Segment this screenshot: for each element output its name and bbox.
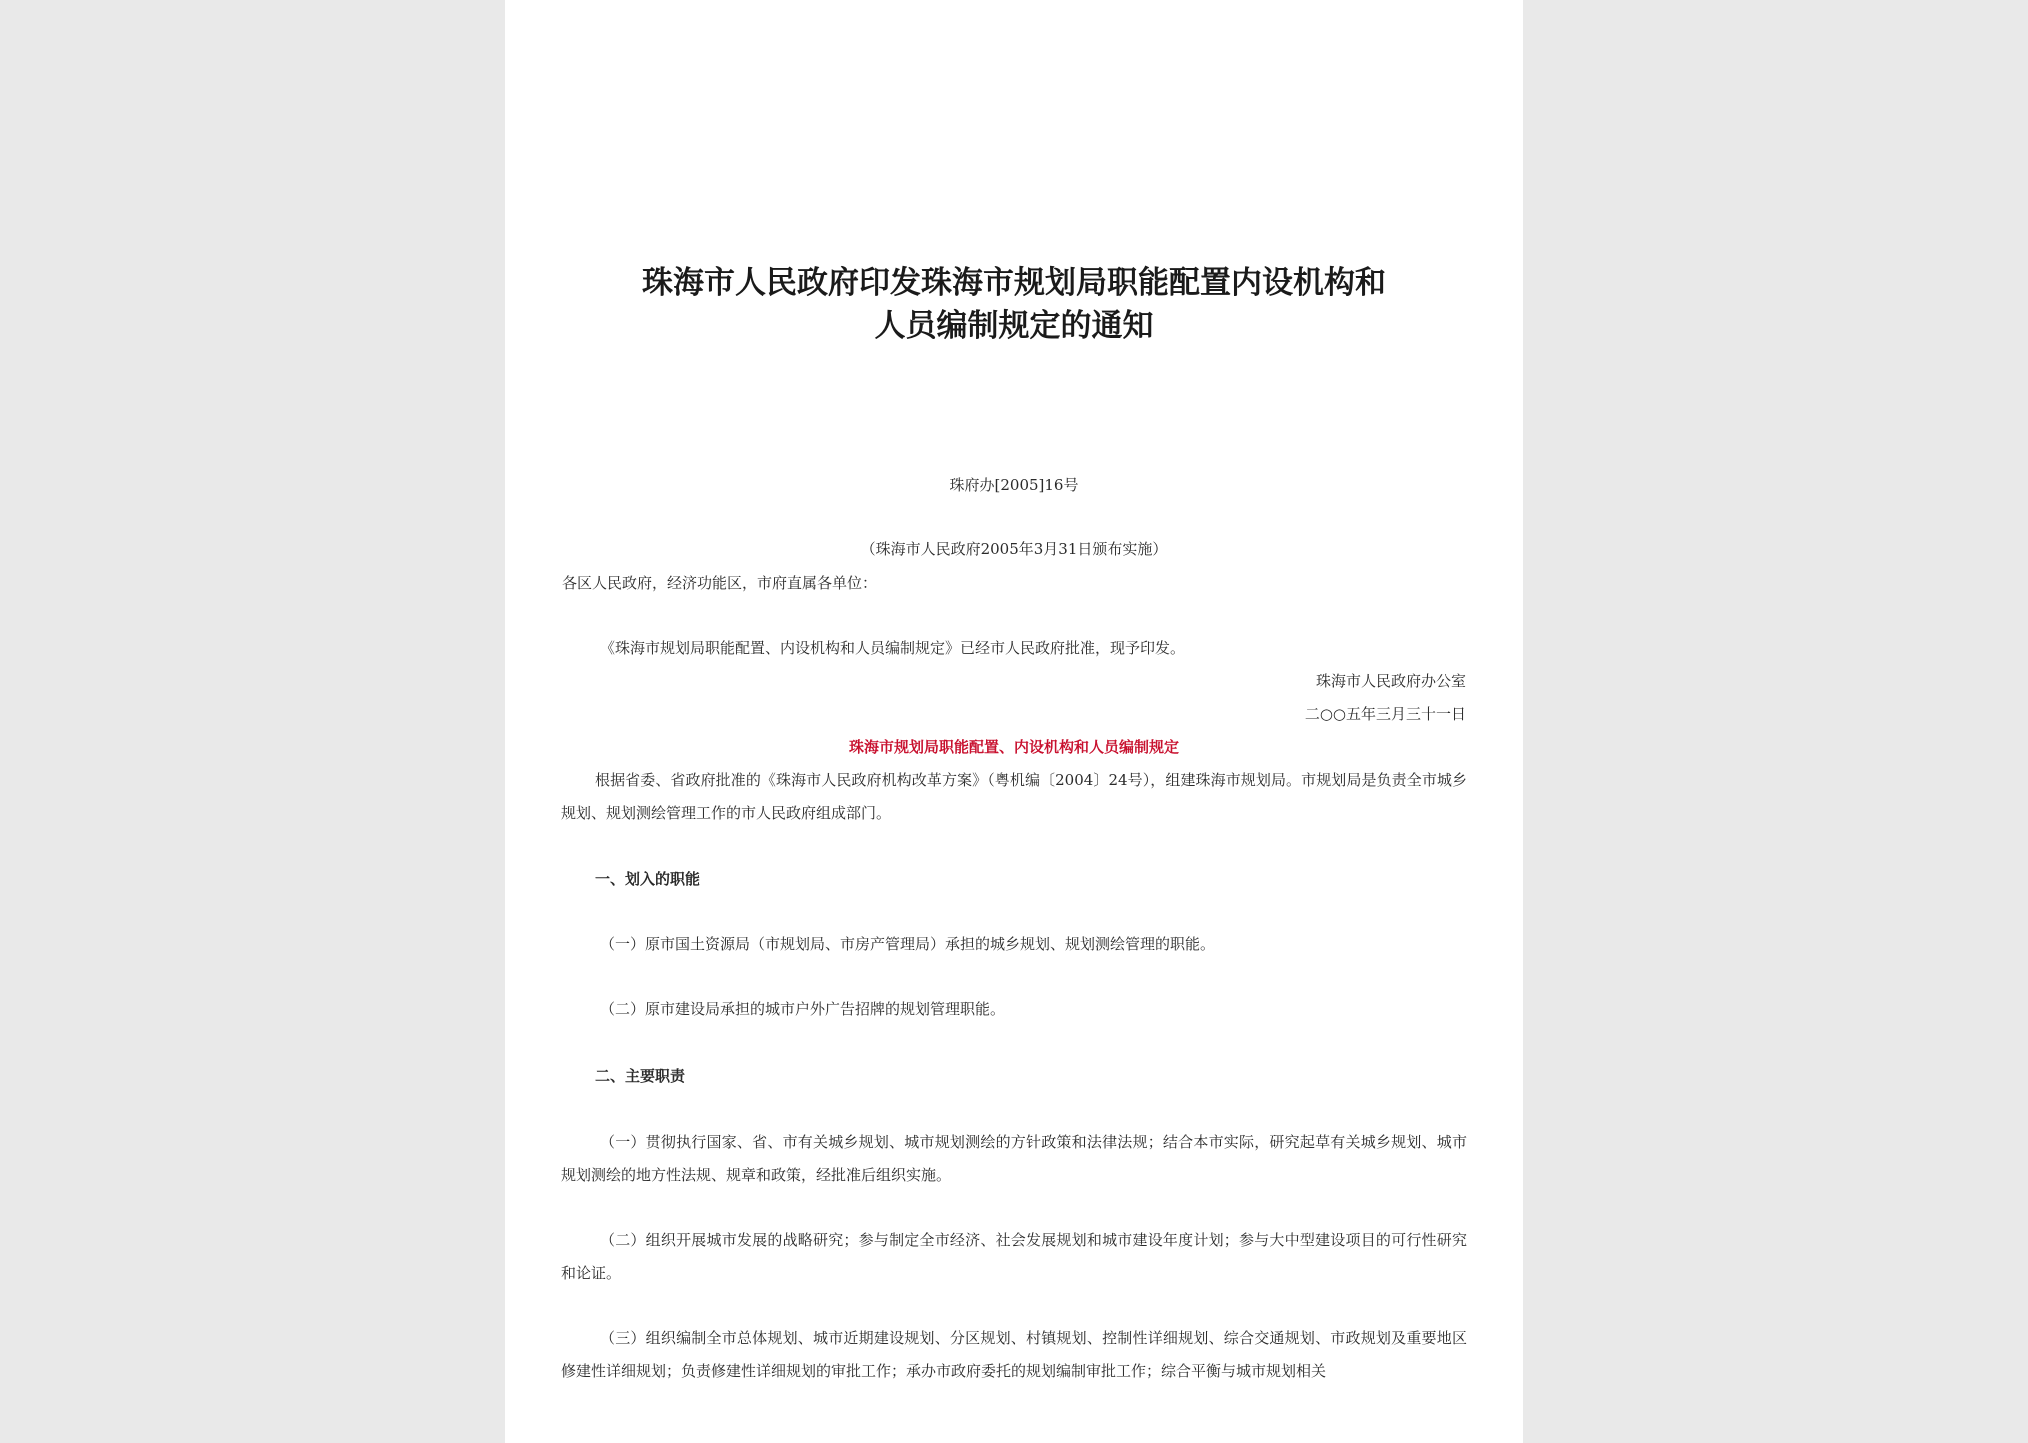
issue-note: （珠海市人民政府2005年3月31日颁布实施） [860, 540, 1168, 558]
addressee: 各区人民政府，经济功能区，市府直属各单位： [562, 574, 878, 592]
section2-item-3: （三）组织编制全市总体规划、城市近期建设规划、分区规划、村镇规划、控制性详细规划、综合交通规划、市政规划及重要地区修建性详细规划；负责修建性详细规划的审批工作；承办市政府委托的规划编制审批工作；综合平衡与城市规划相关 [561, 1329, 1467, 1380]
document-title [505, 262, 1523, 348]
section2-item-2: （二）组织开展城市发展的战略研究；参与制定全市经济、社会发展规划和城市建设年度计划；参与大中型建设项目的可行性研究和论证。 [561, 1231, 1467, 1282]
document-page [505, 0, 1523, 1443]
section1-item-1: （一）原市国土资源局（市规划局、市房产管理局）承担的城乡规划、规划测绘管理的职能。 [600, 935, 1216, 953]
signature-date: 二○○五年三月三十一日 [1304, 705, 1466, 723]
section1-heading: 一、划入的职能 [595, 870, 701, 888]
title-line-1: 珠海市人民政府印发珠海市规划局职能配置内设机构和 [642, 265, 1386, 301]
title-line-2: 人员编制规定的通知 [874, 308, 1154, 344]
regulation-title: 珠海市规划局职能配置、内设机构和人员编制规定 [848, 738, 1179, 756]
signature-org: 珠海市人民政府办公室 [1315, 672, 1466, 690]
section2-item-1: （一）贯彻执行国家、省、市有关城乡规划、城市规划测绘的方针政策和法律法规；结合本市实际，研究起草有关城乡规划、城市规划测绘的地方性法规、规章和政策，经批准后组织实施。 [561, 1133, 1467, 1184]
document-number: 珠府办[2005]16号 [949, 476, 1079, 494]
section1-item-2: （二）原市建设局承担的城市户外广告招牌的规划管理职能。 [600, 1000, 1006, 1018]
section2-heading: 二、主要职责 [595, 1067, 686, 1085]
body-intro: 《珠海市规划局职能配置、内设机构和人员编制规定》已经市人民政府批准，现予印发。 [600, 639, 1186, 657]
regulation-intro: 根据省委、省政府批准的《珠海市人民政府机构改革方案》（粤机编〔2004〕24号），组建珠海市规划局。市规划局是负责全市城乡规划、规划测绘管理工作的市人民政府组成部门。 [561, 771, 1467, 822]
